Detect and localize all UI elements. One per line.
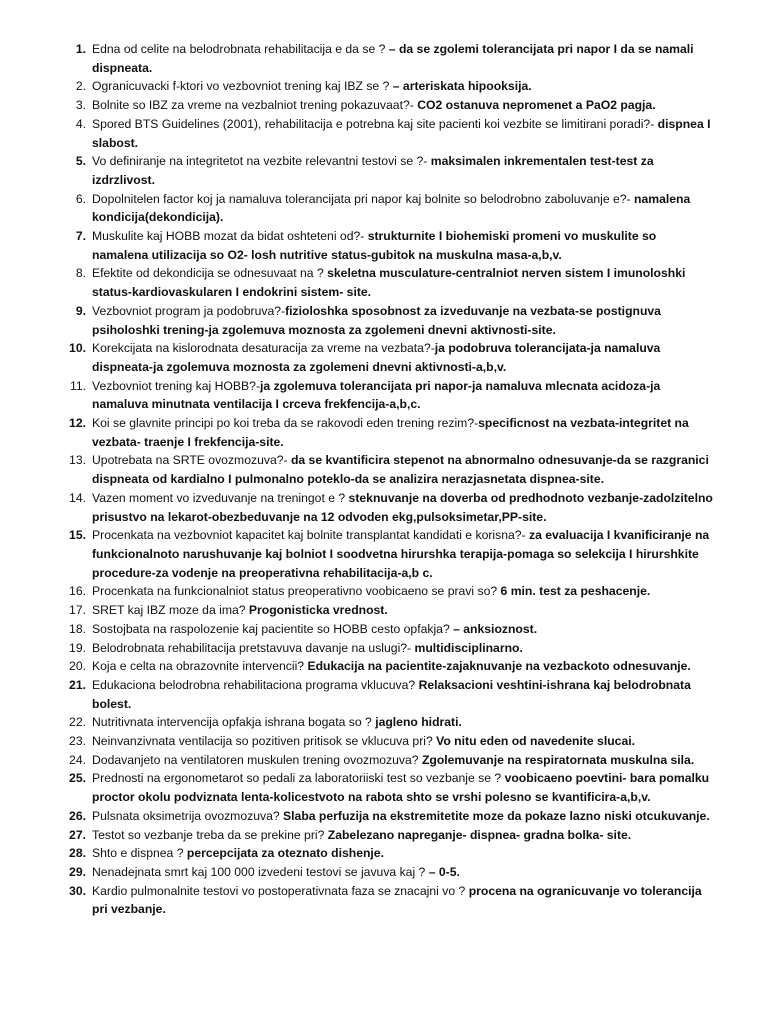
- list-item: [64, 40, 714, 77]
- item-number: 13.: [69, 453, 86, 468]
- item-number: 27.: [69, 827, 86, 842]
- item-question: Muskulite kaj HOBB mozat da bidat oshteteni od?-: [92, 229, 368, 244]
- item-number: 16.: [69, 584, 86, 599]
- item-number: 22.: [69, 715, 86, 730]
- item-answer: voobicaeno poevtini- bara pomalku proctor okolu podviznata lenta-kolicestvoto na rabota shto se vrshi polesno se kvantificira-a,b,v.: [92, 771, 710, 805]
- item-question: Vezbovniot trening kaj HOBB?-: [92, 378, 261, 393]
- item-number: 26.: [69, 808, 86, 823]
- item-question: Prednosti na ergonometarot so pedali za laboratoriiski test so vezbanje se ?: [92, 771, 505, 786]
- item-question: Vo definiranje na integritetot na vezbite relevantni testovi se ?-: [92, 154, 431, 169]
- list-item: [64, 826, 714, 845]
- list-item: [64, 339, 714, 376]
- item-number: 2.: [75, 79, 86, 94]
- list-item: [64, 414, 714, 451]
- item-question: Koja e celta na obrazovnite intervencii?: [92, 659, 308, 674]
- item-answer: Slaba perfuzija na ekstremitetite moze da pokaze lazno niski otcukuvanje.: [283, 808, 710, 823]
- item-number: 9.: [75, 303, 86, 318]
- list-item: [64, 526, 714, 582]
- item-answer: – anksioznost.: [453, 621, 538, 636]
- list-item: [64, 190, 714, 227]
- item-question: Bolnite so IBZ za vreme na vezbalniot trening pokazuvaat?-: [92, 98, 418, 113]
- item-answer: jagleno hidrati.: [375, 715, 462, 730]
- item-number: 6.: [75, 191, 86, 206]
- list-item: [64, 863, 714, 882]
- item-answer: 6 min. test za peshacenje.: [500, 584, 651, 599]
- item-answer: ja zgolemuva tolerancijata pri napor-ja namaluva mlecnata acidoza-ja namaluva minutnata ventilacija I crceva frekfencija-a,b,c.: [92, 378, 661, 412]
- item-answer: fizioloshka sposobnost za izveduvanje na vezbata-se postignuva psiholoshki trening-ja zgolemuva moznosta za zgolemeni dnevni aktivnosti-site.: [92, 303, 661, 337]
- item-answer: skeletna musculature-centralniot nerven sistem I imunoloshki status-kardiovaskularen I endokrini sistem- site.: [92, 266, 686, 300]
- list-item: [64, 115, 714, 152]
- item-number: 20.: [69, 659, 86, 674]
- item-number: 29.: [69, 864, 86, 879]
- item-question: Edna od celite na belodrobnata rehabilitacija e da se ?: [92, 42, 389, 56]
- item-number: 8.: [75, 266, 86, 281]
- list-item: [64, 489, 714, 526]
- item-answer: CO2 ostanuva nepromenet a PaO2 pagja.: [417, 98, 656, 113]
- list-item: [64, 264, 714, 301]
- item-answer: maksimalen inkrementalen test-test za izdrzlivost.: [92, 154, 654, 187]
- item-number: 11.: [69, 378, 86, 393]
- item-question: Nenadejnata smrt kaj 100 000 izvedeni testovi se javuva kaj ?: [92, 864, 429, 879]
- item-question: Vezbovniot program ja podobruva?-: [92, 303, 286, 318]
- item-question: Shto e dispnea ?: [92, 846, 187, 861]
- item-question: Sostojbata na raspolozenie kaj pacientite so HOBB cesto opfakja?: [92, 621, 454, 636]
- item-question: Ogranicuvacki f-ktori vo vezbovniot trening kaj IBZ se ?: [92, 79, 393, 94]
- list-item: [64, 377, 714, 414]
- item-number: 4.: [75, 116, 86, 131]
- item-question: Koi se glavnite principi po koi treba da se rakovodi eden trening rezim?-: [92, 416, 479, 431]
- item-number: 14.: [69, 490, 86, 505]
- item-number: 18.: [69, 621, 86, 636]
- list-item: [64, 227, 714, 264]
- question-list: [64, 40, 714, 919]
- item-number: 23.: [69, 734, 86, 749]
- list-item: [64, 620, 714, 639]
- item-answer: dispnea I slabost.: [92, 116, 711, 150]
- item-number: 5.: [75, 154, 86, 169]
- list-item: [64, 713, 714, 732]
- item-question: Dopolnitelen factor koj ja namaluva tolerancijata pri napor kaj bolnite so belodrobno zaboluvanje e?-: [92, 191, 635, 206]
- item-answer: Edukacija na pacientite-zajaknuvanje na vezbackoto odnesuvanje.: [307, 659, 691, 674]
- list-item: [64, 601, 714, 620]
- item-answer: – arteriskata hipooksija.: [392, 79, 532, 94]
- list-item: [64, 676, 714, 713]
- item-number: 19.: [69, 640, 86, 655]
- item-number: 30.: [69, 883, 86, 898]
- item-answer: Progonisticka vrednost.: [248, 603, 388, 618]
- list-item: [64, 77, 714, 96]
- item-question: Dodavanjeto na ventilatoren muskulen trening ovozmozuva?: [92, 752, 422, 767]
- item-question: Procenkata na funkcionalniot status preoperativno voobicaeno se pravi so?: [92, 584, 501, 599]
- item-question: Procenkata na vezbovniot kapacitet kaj bolnite transplantat kandidati e korisna?-: [92, 528, 529, 543]
- item-number: 10.: [69, 341, 86, 356]
- item-number: 17.: [69, 603, 86, 618]
- list-item: [64, 882, 714, 919]
- item-question: Efektite od dekondicija se odnesuvaat na ?: [92, 266, 328, 281]
- item-answer: procena na ogranicuvanje vo tolerancija pri vezbanje.: [92, 883, 702, 917]
- item-answer: strukturnite I biohemiski promeni vo muskulite so namalena utilizacija so O2- losh nutritive status-gubitok na muskulna masa-a,b,v.: [92, 229, 657, 262]
- list-item: [64, 732, 714, 751]
- item-question: Korekcijata na kislorodnata desaturacija za vreme na vezbata?-: [92, 341, 435, 356]
- item-number: 28.: [69, 846, 86, 861]
- item-question: Edukaciona belodrobna rehabilitaciona programa vklucuva?: [92, 677, 419, 692]
- list-item: [64, 96, 714, 115]
- item-number: 3.: [75, 98, 86, 113]
- item-question: Vazen moment vo izveduvanje na treningot e ?: [92, 490, 349, 505]
- item-answer: namalena kondicija(dekondicija).: [92, 191, 691, 225]
- item-number: 7.: [75, 229, 86, 244]
- item-answer: Relaksacioni veshtini-ishrana kaj belodrobnata bolest.: [92, 677, 691, 711]
- item-question: Kardio pulmonalnite testovi vo postoperativnata faza se znacajni vo ?: [92, 883, 469, 898]
- item-answer: steknuvanje na doverba od predhodnoto vezbanje-zadolzitelno prisustvo na lekarot-obezbeduvanje na 12 odvoden ekg,pulsoksimetar,PP-site.: [92, 490, 713, 524]
- item-number: 12.: [69, 416, 86, 431]
- item-question: Nutritivnata intervencija opfakja ishrana bogata so ?: [92, 715, 376, 730]
- item-answer: za evaluacija I kvanificiranje na funkcionalnoto narushuvanje kaj bolniot I soodvetna hirurshka terapija-pomaga so selekcija I hirurshkite procedure-za vodenje na preoperativna rehabilitacija-a,b c.: [92, 528, 710, 580]
- item-question: Testot so vezbanje treba da se prekine pri?: [92, 827, 328, 842]
- item-answer: percepcijata za oteznato dishenje.: [186, 846, 384, 861]
- item-question: Spored BTS Guidelines (2001), rehabilitacija e potrebna kaj site pacienti koi vezbite se limitirani poradi?-: [92, 116, 658, 131]
- item-answer: specificnost na vezbata-integritet na vezbata- traenje I frekfencija-site.: [92, 416, 689, 449]
- list-item: [64, 657, 714, 676]
- list-item: [64, 152, 714, 189]
- item-question: Belodrobnata rehabilitacija pretstavuva davanje na uslugi?-: [92, 640, 415, 655]
- item-question: Upotrebata na SRTE ovozmozuva?-: [92, 453, 291, 468]
- item-answer: – 0-5.: [428, 864, 460, 879]
- list-item: [64, 302, 714, 339]
- item-answer: – da se zgolemi tolerancijata pri napor I da se namali dispneata.: [92, 42, 694, 75]
- list-item: [64, 582, 714, 601]
- list-item: [64, 769, 714, 806]
- item-question: Pulsnata oksimetrija ovozmozuva?: [92, 808, 284, 823]
- item-answer: da se kvantificira stepenot na abnormalno odnesuvanje-da se razgranici dispneata od kardialno I pulmonalno poteklo-da se analizira nerazjasnetata dispnea-site.: [92, 453, 709, 487]
- list-item: [64, 451, 714, 488]
- item-answer: Zabelezano napreganje- dispnea- gradna bolka- site.: [327, 827, 632, 842]
- item-question: SRET kaj IBZ moze da ima?: [92, 603, 249, 618]
- item-number: 1.: [75, 42, 86, 56]
- item-number: 24.: [69, 752, 86, 767]
- item-answer: Zgolemuvanje na respiratornata muskulna sila.: [421, 752, 695, 767]
- list-item: [64, 844, 714, 863]
- item-answer: multidisciplinarno.: [414, 640, 523, 655]
- item-answer: ja podobruva tolerancijata-ja namaluva dispneata-ja zgolemuva moznosta za zgolemeni dnevni aktivnosti-a,b,v.: [92, 341, 661, 374]
- item-answer: Vo nitu eden od navedenite slucai.: [436, 734, 635, 749]
- item-number: 15.: [69, 528, 86, 543]
- list-item: [64, 751, 714, 770]
- item-number: 25.: [69, 771, 86, 786]
- item-question: Neinvanzivnata ventilacija so pozitiven pritisok se vklucuva pri?: [92, 734, 437, 749]
- list-item: [64, 807, 714, 826]
- item-number: 21.: [69, 677, 86, 692]
- list-item: [64, 639, 714, 658]
